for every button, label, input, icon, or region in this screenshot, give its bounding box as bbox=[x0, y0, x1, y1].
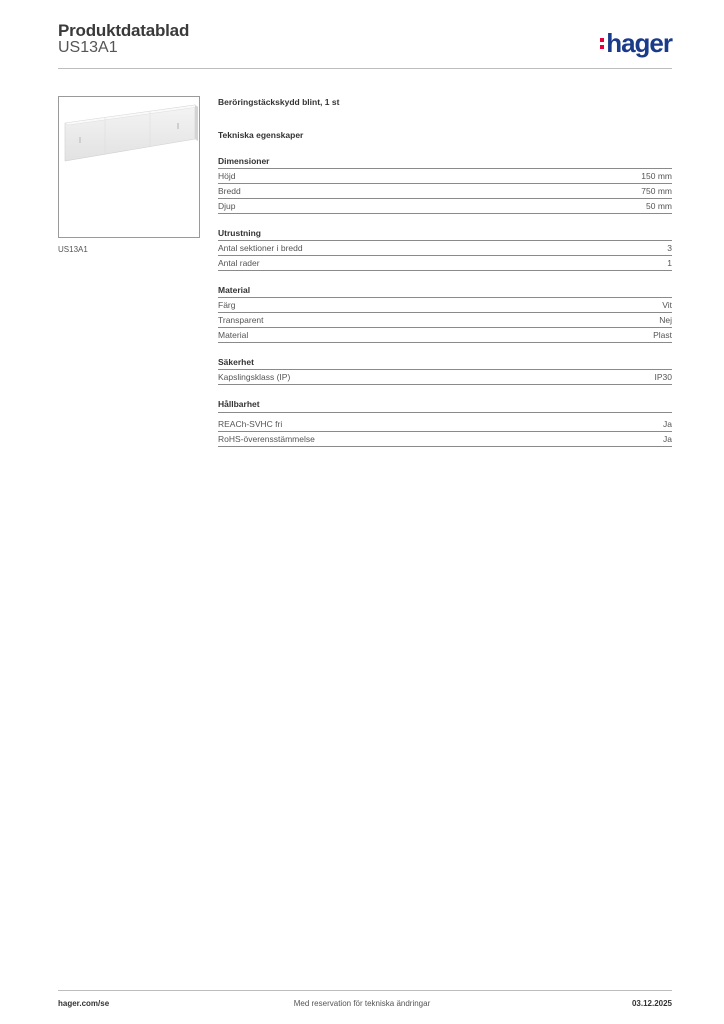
image-caption: US13A1 bbox=[58, 245, 88, 254]
spec-label: Färg bbox=[218, 300, 236, 310]
spec-label: Höjd bbox=[218, 171, 236, 181]
footer-disclaimer: Med reservation för tekniska ändringar bbox=[293, 999, 431, 1008]
spec-value: 150 mm bbox=[641, 171, 672, 181]
section-title: Säkerhet bbox=[218, 356, 672, 370]
spec-row bbox=[218, 169, 672, 184]
logo-dots-icon bbox=[600, 38, 604, 49]
footer-date: 03.12.2025 bbox=[631, 999, 672, 1008]
spec-value: Vit bbox=[662, 300, 672, 310]
product-description: Beröringstäckskydd blint, 1 st bbox=[218, 97, 340, 107]
header-divider bbox=[58, 68, 672, 69]
spec-label: Transparent bbox=[218, 315, 264, 325]
spec-value: 50 mm bbox=[646, 201, 672, 211]
section-dimensions bbox=[218, 155, 672, 214]
spec-value: 750 mm bbox=[641, 186, 672, 196]
spec-label: Bredd bbox=[218, 186, 241, 196]
specification-panel bbox=[218, 96, 672, 447]
section-title: Utrustning bbox=[218, 227, 672, 241]
hager-logo bbox=[600, 28, 672, 58]
footer-website-link[interactable]: hager.com/se bbox=[58, 999, 110, 1008]
section-safety bbox=[218, 356, 672, 385]
product-code: US13A1 bbox=[58, 39, 118, 56]
spec-value: Ja bbox=[663, 419, 672, 429]
section-sustainability bbox=[218, 398, 672, 447]
spec-label: RoHS-överensstämmelse bbox=[218, 434, 315, 444]
spec-row bbox=[218, 199, 672, 214]
spec-row bbox=[218, 184, 672, 199]
document-title: Produktdatablad bbox=[58, 21, 190, 40]
footer-divider bbox=[58, 990, 672, 991]
cover-panel-icon bbox=[59, 97, 200, 238]
logo-text: hager bbox=[606, 27, 672, 58]
spec-value: 1 bbox=[667, 258, 672, 268]
product-image bbox=[58, 96, 200, 238]
section-material bbox=[218, 284, 672, 343]
spec-row bbox=[218, 417, 672, 432]
spec-label: Djup bbox=[218, 201, 236, 211]
spec-label: Material bbox=[218, 330, 249, 340]
section-title: Hållbarhet bbox=[218, 398, 672, 413]
section-title: Material bbox=[218, 284, 672, 298]
spec-row bbox=[218, 328, 672, 343]
spec-label: Antal sektioner i bredd bbox=[218, 243, 303, 253]
section-equipment bbox=[218, 227, 672, 271]
spec-label: REACh-SVHC fri bbox=[218, 419, 283, 429]
spec-label: Kapslingsklass (IP) bbox=[218, 372, 291, 382]
spec-value: Plast bbox=[653, 330, 672, 340]
section-title: Dimensioner bbox=[218, 155, 672, 169]
spec-value: 3 bbox=[667, 243, 672, 253]
spec-value: Ja bbox=[663, 434, 672, 444]
spec-row bbox=[218, 241, 672, 256]
spec-row bbox=[218, 370, 672, 385]
properties-heading: Tekniska egenskaper bbox=[218, 130, 304, 140]
spec-value: Nej bbox=[659, 315, 672, 325]
spec-row bbox=[218, 313, 672, 328]
spec-label: Antal rader bbox=[218, 258, 260, 268]
spec-row bbox=[218, 298, 672, 313]
spec-row bbox=[218, 432, 672, 447]
spec-value: IP30 bbox=[654, 372, 672, 382]
spec-row bbox=[218, 256, 672, 271]
